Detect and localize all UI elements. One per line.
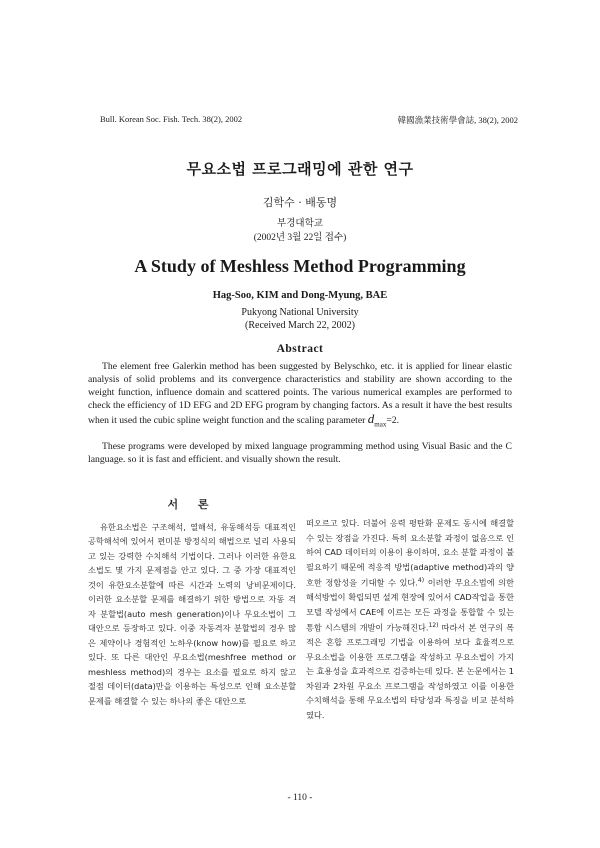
scaling-parameter: $d_{max}$ xyxy=(367,411,387,429)
korean-affiliation-block xyxy=(0,217,600,245)
page-number: - 110 - xyxy=(287,793,313,803)
english-received-date: (Received March 22, 2002) xyxy=(245,320,355,331)
korean-affiliation: 부경대학교 xyxy=(277,219,323,229)
korean-received-date: (2002년 3월 22일 접수) xyxy=(253,233,347,243)
korean-authors: 김학수 · 배동명 xyxy=(262,196,338,209)
section-heading-introduction: 서 론 xyxy=(167,498,217,511)
citation-ref: 4) xyxy=(417,577,425,584)
abstract-paragraph-1 xyxy=(88,360,512,432)
journal-citation-ko: 韓國漁業技術學會誌, 38(2), 2002 xyxy=(397,115,518,125)
english-affiliation-block xyxy=(0,306,600,332)
citation-ref: 12) xyxy=(428,622,439,630)
introduction-paragraph-1: 유한요소법은 구조해석, 열해석, 유동해석등 대표적인 공학해석에 있어서 편미분 방정식의 해법으로 널리 사용되고 있는 강력한 수치해석 기법이다. 그러나 이러한 유한요소법도 몇 가지 문제점을 안고 있다. 그 중 가장 대표적인 것이 유한요소분할에 따른 시간과 노력의 낭비문제이다. 이러한 요소분할 문제를 해결하기 위한 방법으로 자동 격자 분할법(auto mesh generation)이나 무요소법이 그 대안으로 등장하고 있다. 이중 자동격자 분할법의 경우 많은 제약이나 경험적인 노하우(know how)를 필요로 하고 있다. 또 다른 대안인 무요소법(meshfree method or meshless method)의 경우는 요소를 필요로 하지 않고 절점 데이터(data)만을 이용하는 특성으로 인해 요소분할 문제를 해결할 수 있는 하나의 좋은 대안으로 xyxy=(88,521,296,706)
english-title: A Study of Meshless Method Programming xyxy=(134,256,466,276)
abstract-text-1: The element free Galerkin method has been suggested by Belyschko, etc. it is applied for linear elastic analysis of solid problems and its convergence characteristics and stability are shown according to the weight function, influence domain and scattered points. The various numerical examples are performed to check the efficiency of 1D EFG and 2D EFG program by changing factors. As a result it have the best results when it used the cubic spline weight function and the scaling parameter xyxy=(88,361,512,427)
journal-citation-en: Bull. Korean Soc. Fish. Tech. 38(2), 2002 xyxy=(100,114,243,124)
english-affiliation: Pukyong National University xyxy=(241,307,359,318)
abstract-body xyxy=(88,360,512,466)
english-authors: Hag-Soo, KIM and Dong-Myung, BAE xyxy=(212,290,388,301)
body-column-left xyxy=(88,498,296,708)
body-column-right xyxy=(306,516,514,722)
scaling-parameter-value: =2. xyxy=(386,415,400,427)
korean-title: 무요소법 프로그래밍에 관한 연구 xyxy=(186,160,414,178)
abstract-paragraph-2: These programs were developed by mixed language programming method using Visual Basic and the C language. so it is fast and efficient. and visually shown the result. xyxy=(88,441,512,466)
abstract-heading: Abstract xyxy=(276,343,324,355)
introduction-paragraph-2: 떠오르고 있다. 더불어 응력 평탄화 문제도 동시에 해결할 수 있는 장점을 가진다. 특히 요소분할 과정이 없음으로 인하여 CAD 데이터의 이용이 용이하며, 요소 분할 과정이 불필요하기 때문에 적응적 방법(adaptive method)과의 양호한 정합성을 기대할 수 있다.$^{4)}$ 이러한 무요소법에 의한 해석방법이 확립되면 설계 현장에 있어서 CAD작업을 통한 모델 작성에서 CAE에 이르는 모든 과정을 통합할 수 있는 통합 시스템의 개발이 가능해진다.$^{12)}$ 따라서 본 연구의 목적은 혼합 프로그래밍 기법을 이용하여 보다 효율적으로 무요소법을 이용한 프로그램을 작성하고 무요소법이 가지는 효용성을 효과적으로 검증하는데 있다. 본 논문에서는 1차원과 2차원 무요소 프로그램을 작성하였고 이를 이용한 수치해석을 통해 무요소법의 타당성과 특징을 비교 분석하였다. xyxy=(306,518,515,720)
